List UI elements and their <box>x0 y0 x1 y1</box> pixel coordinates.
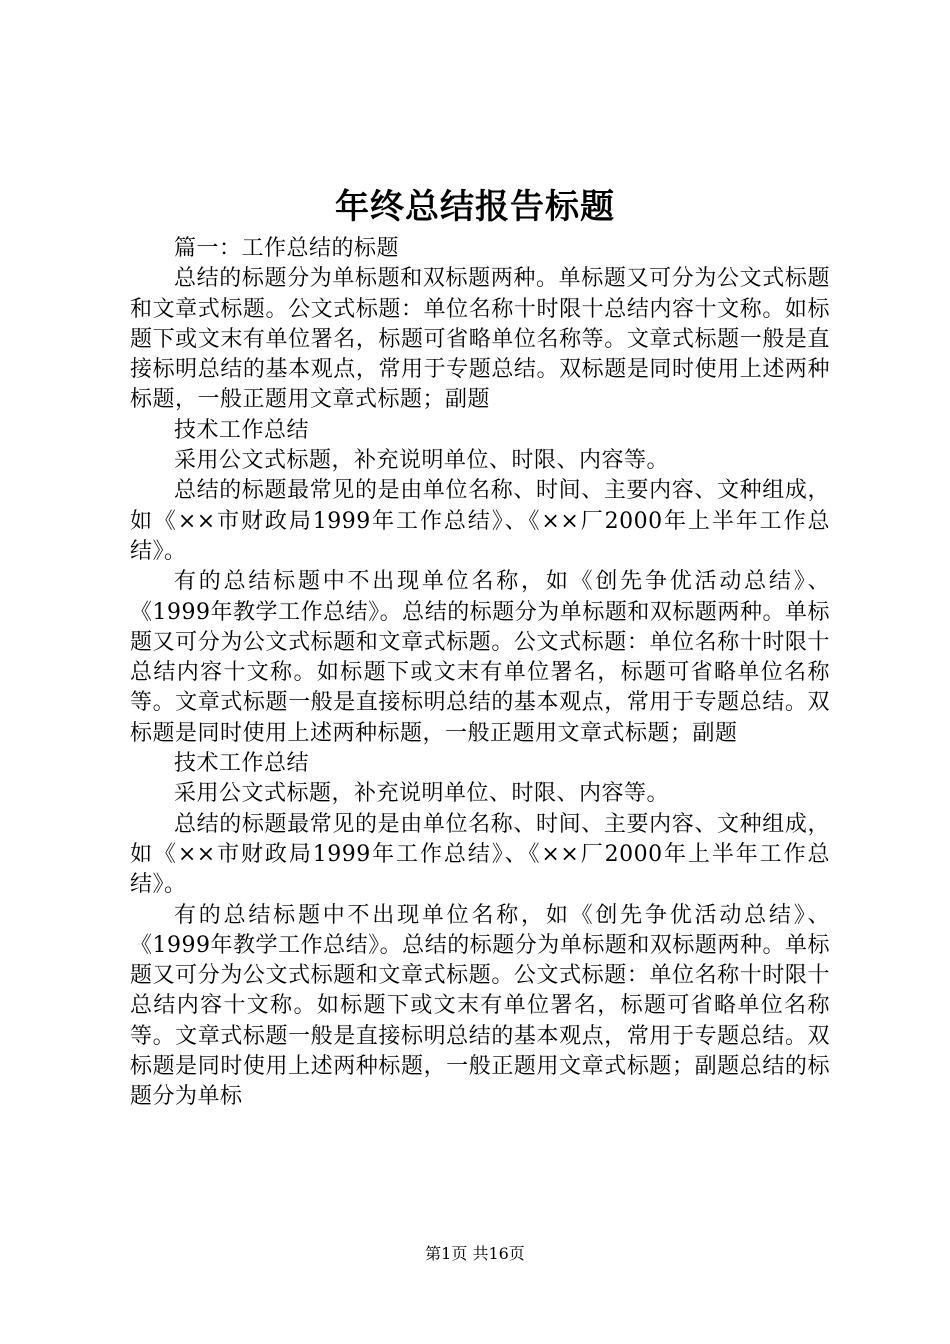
body-paragraph: 有的总结标题中不出现单位名称，如《创先争优活动总结》、《1999年教学工作总结》。总结的标题分为单标题和双标题两种。单标题又可分为公文式标题和文章式标题。公文式标题：单位名称十时限十总结内容十文称。如标题下或文末有单位署名，标题可省略单位名称等。文章式标题一般是直接标明总结的基本观点，常用于专题总结。双标题是同时使用上述两种标题，一般正题用文章式标题；副题 <box>130 569 830 746</box>
body-paragraph: 总结的标题最常见的是由单位名称、时间、主要内容、文种组成，如《××市财政局1999年工作总结》、《××厂2000年上半年工作总结》。 <box>130 811 830 898</box>
body-paragraph: 总结的标题分为单标题和双标题两种。单标题又可分为公文式标题和文章式标题。公文式标题：单位名称十时限十总结内容十文称。如标题下或文末有单位署名，标题可省略单位名称等。文章式标题一般是直接标明总结的基本观点，常用于专题总结。双标题是同时使用上述两种标题，一般正题用文章式标题；副题 <box>130 266 830 413</box>
body-paragraph: 技术工作总结 <box>174 417 310 443</box>
body-paragraph: 总结的标题最常见的是由单位名称、时间、主要内容、文种组成，如《××市财政局1999年工作总结》、《××厂2000年上半年工作总结》。 <box>130 478 830 564</box>
body-paragraph: 技术工作总结 <box>174 751 310 777</box>
page-footer: 第1页 共16页 <box>425 1244 525 1263</box>
document-body <box>130 234 830 1113</box>
body-paragraph: 采用公文式标题，补充说明单位、时限、内容等。 <box>174 781 670 807</box>
body-paragraph: 采用公文式标题，补充说明单位、时限、内容等。 <box>174 448 670 474</box>
section-heading: 篇一：工作总结的标题 <box>174 236 400 261</box>
document-title: 年终总结报告标题 <box>335 187 615 227</box>
body-paragraph: 有的总结标题中不出现单位名称，如《创先争优活动总结》、《1999年教学工作总结》。总结的标题分为单标题和双标题两种。单标题又可分为公文式标题和文章式标题。公文式标题：单位名称十时限十总结内容十文称。如标题下或文末有单位署名，标题可省略单位名称等。文章式标题一般是直接标明总结的基本观点，常用于专题总结。双标题是同时使用上述两种标题，一般正题用文章式标题；副题总结的标题分为单标 <box>130 902 830 1110</box>
